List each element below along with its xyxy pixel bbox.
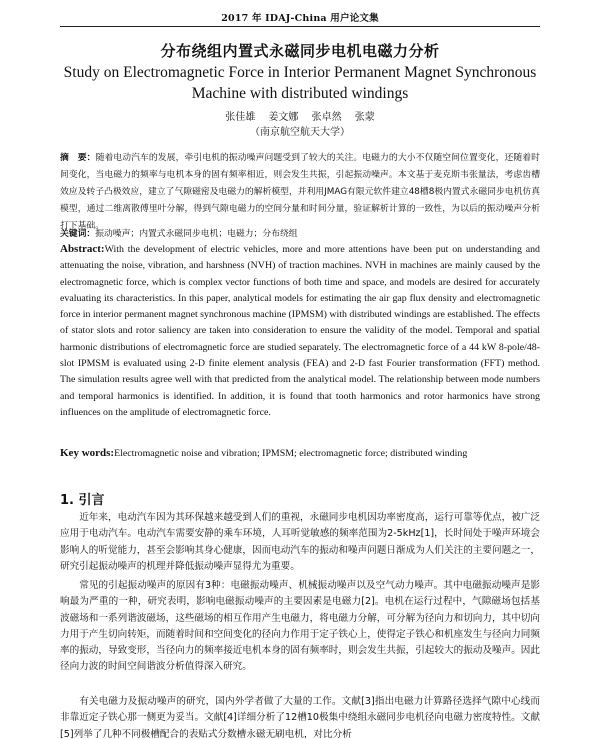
running-header: 2017 年 IDAJ-China 用户论文集 (221, 13, 379, 24)
abstract-english (60, 241, 540, 421)
keywords-english-label: Key words: (60, 447, 115, 459)
keywords-english-text: Electromagnetic noise and vibration; IPMSM; electromagnetic force; distributed winding (114, 448, 468, 459)
title-chinese: 分布绕组内置式永磁同步电机电磁力分析 (160, 42, 440, 60)
abstract-english-text: With the development of electric vehicles, more and more attentions have been put on understanding and attenuating the noise, vibration, and harshness (NVH) of traction machines. NVH in machines are mainly caused by the electromagnetic force, which is complex vector functions of both time and space, and models are desired for accurately evaluating its characteristics. In this paper, analytical models for estimating the air gap flux density and electromagnetic force in interior permanent magnet synchronous machine (IPMSM) with distributed windings are established. The effects of stator slots and rotor saliency are taken into consideration to ensure the validity of the model. Temporal and spatial harmonic distributions of electromagnetic force are studied separately. The electromagnetic force of a 44 kW 8-pole/48-slot IPMSM is evaluated using 2-D finite element analysis (FEA) and 2-D fast Fourier transformation (FFT) method. The simulation results agree well with that predicted from the analytical model. The relationship between mode numbers and temporal harmonics is identified. In addition, it is found that tooth harmonics and rotor harmonics have strong influences on the amplitude of electromagnetic force. (60, 244, 540, 418)
header-rule (60, 26, 540, 27)
title-english: Study on Electromagnetic Force in Interior Permanent Magnet Synchronous Machine with distributed windings (63, 64, 537, 102)
body-paragraph: 常见的引起振动噪声的原因有3种：电磁振动噪声、机械振动噪声以及空气动力噪声。其中电磁振动噪声是影响最为严重的一种，研究表明，影响电磁振动噪声的主要因素是电磁力[2]。电机在运行过程中，气隙磁场包括基波磁场和一系列谐波磁场，这些磁场的相互作用产生电磁力，将电磁力分解，可分解为径向力和切向力，其中切向力用于产生切向转矩，而随着时间和空间变化的径向力作用于定子铁心上，使得定子铁心和机座发生与径向力同频率的振动，导致变形，当径向力的频率接近电机本身的固有频率时，则会发生共振，引起较大的振动及噪声。因此径向力波的时间空间谐波分析值得深入研究。 (60, 580, 540, 673)
body-paragraph: 近年来，电动汽车因为其环保越来越受到人们的重视，永磁同步电机因功率密度高，运行可靠等优点，被广泛应用于电动汽车。电动汽车需要安静的乘车环境，人耳听觉敏感的频率范围为2-5kHz[1]，长时间处于噪声环境会影响人的听觉能力，甚至会影响其身心健康，因而电动汽车的振动和噪声问题日渐成为人们关注的主要问题之一，研究引起振动噪声的机理并降低振动噪声显得尤为重要。 (60, 512, 540, 572)
author-list: 张佳雄 姜文娜 张卓然 张蒙 (225, 112, 375, 123)
affiliation: （南京航空航天大学） (250, 127, 350, 138)
keywords-chinese (60, 226, 540, 239)
abstract-chinese (60, 150, 540, 235)
keywords-english (60, 447, 560, 459)
abstract-chinese-label: 摘 要： (60, 153, 96, 163)
abstract-chinese-text: 随着电动汽车的发展，牵引电机的振动噪声问题受到了较大的关注。电磁力的大小不仅随空间位置变化，还随着时间变化，当电磁力的频率与电机本身的固有频率相近，则会发生共振，引起振动噪声。本文基于麦克斯韦张量法，考虑齿槽效应及转子凸极效应，建立了气隙磁密及电磁力的解析模型，并利用JMAG有限元软件建立48槽8极内置式永磁同步电机仿真模型，通过二维离散傅里叶分解，得到气隙电磁力的空间分量和时间分量，验证解析计算的一致性，为以后的振动噪声分析打下基础。 (60, 153, 540, 231)
abstract-english-label: Abstract: (60, 243, 105, 255)
keywords-chinese-label: 关键词： (60, 229, 96, 239)
keywords-chinese-text: 振动噪声；内置式永磁同步电机；电磁力；分布绕组 (95, 229, 298, 239)
body-paragraph: 有关电磁力及振动噪声的研究，国内外学者做了大量的工作。文献[3]指出电磁力计算路径选择气隙中心线而非靠近定子铁心那一侧更为妥当。文献[4]详细分析了12槽10极集中绕组永磁同步电机径向电磁力密度特性。文献[5]列举了几种不同极槽配合的表贴式分数槽永磁无刷电机，对比分析 (60, 696, 540, 739)
section-heading: 1. 引言 (60, 493, 105, 508)
